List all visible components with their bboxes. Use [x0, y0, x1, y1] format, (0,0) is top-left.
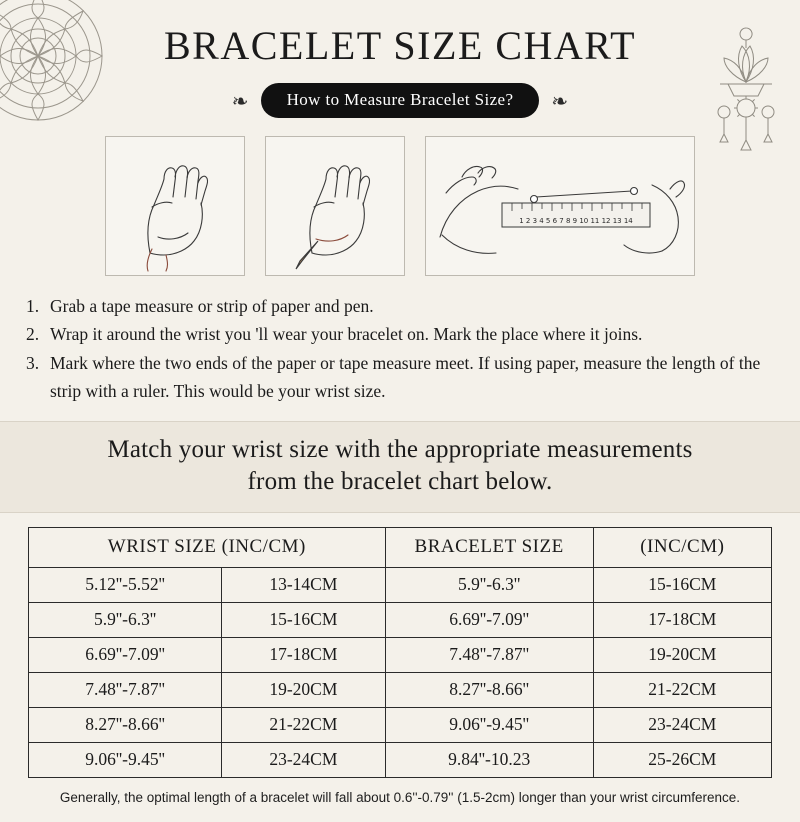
table-header-row: [29, 528, 772, 568]
column-header-bracelet-units: (INC/CM): [593, 528, 771, 568]
table-row: [29, 743, 772, 778]
table-row: [29, 638, 772, 673]
illustration-hand-measuring-with-ruler: [425, 136, 695, 276]
subtitle-row: [0, 83, 800, 118]
cell-wrist-cm: 21-22CM: [222, 708, 385, 743]
match-banner: [0, 421, 800, 513]
cell-wrist-inch: 9.06''-9.45'': [29, 743, 222, 778]
flourish-right-icon: ❧: [551, 88, 569, 113]
cell-bracelet-inch: 9.06''-9.45'': [385, 708, 593, 743]
step-text: Wrap it around the wrist you 'll wear your bracelet on. Mark the place where it joins.: [50, 324, 643, 345]
step-number: 3.: [26, 352, 40, 373]
svg-text:1 2 3 4 5 6 7 8 9 10 11 12 13: 1 2 3 4 5 6 7 8 9 10 11 12 13 14: [519, 217, 633, 225]
cell-bracelet-inch: 9.84''-10.23: [385, 743, 593, 778]
illustration-hand-with-tape-and-pen: [265, 136, 405, 276]
cell-wrist-cm: 15-16CM: [222, 603, 385, 638]
cell-wrist-inch: 5.12''-5.52'': [29, 568, 222, 603]
table-row: [29, 673, 772, 708]
table-row: [29, 568, 772, 603]
cell-wrist-inch: 6.69''-7.09'': [29, 638, 222, 673]
footnote: Generally, the optimal length of a bracelet will fall about 0.6''-0.79'' (1.5-2cm) longer than your wrist circumference.: [59, 790, 741, 806]
illustration-row: [0, 136, 800, 276]
cell-bracelet-cm: 23-24CM: [593, 708, 771, 743]
step-text: Grab a tape measure or strip of paper and pen.: [50, 296, 374, 316]
cell-wrist-inch: 5.9''-6.3'': [29, 603, 222, 638]
match-banner-line-2: from the bracelet chart below.: [247, 468, 553, 496]
list-item: [26, 349, 774, 406]
cell-bracelet-cm: 25-26CM: [593, 743, 771, 778]
cell-wrist-cm: 19-20CM: [222, 673, 385, 708]
instruction-steps: [26, 292, 774, 405]
cell-bracelet-inch: 5.9''-6.3'': [385, 568, 593, 603]
cell-bracelet-inch: 8.27''-8.66'': [385, 673, 593, 708]
cell-bracelet-cm: 15-16CM: [593, 568, 771, 603]
column-header-bracelet-size: BRACELET SIZE: [385, 528, 593, 568]
size-chart-table-wrap: [0, 513, 800, 778]
flourish-left-icon: ❧: [231, 88, 249, 113]
cell-wrist-inch: 7.48''-7.87'': [29, 673, 222, 708]
table-row: [29, 708, 772, 743]
cell-wrist-cm: 17-18CM: [222, 638, 385, 673]
cell-wrist-cm: 23-24CM: [222, 743, 385, 778]
cell-wrist-cm: 13-14CM: [222, 568, 385, 603]
page-title: BRACELET SIZE CHART: [163, 23, 637, 68]
cell-wrist-inch: 8.27''-8.66'': [29, 708, 222, 743]
step-number: 2.: [26, 324, 40, 345]
cell-bracelet-cm: 19-20CM: [593, 638, 771, 673]
step-number: 1.: [26, 296, 40, 316]
subtitle-pill: How to Measure Bracelet Size?: [261, 83, 540, 118]
cell-bracelet-cm: 17-18CM: [593, 603, 771, 638]
size-chart-table: [28, 527, 772, 778]
step-text: Mark where the two ends of the paper or tape measure meet. If using paper, measure the length of the strip with a ruler. This would be your wrist size.: [50, 352, 761, 402]
column-header-wrist-size: WRIST SIZE (INC/CM): [29, 528, 386, 568]
list-item: [26, 292, 774, 320]
cell-bracelet-inch: 6.69''-7.09'': [385, 603, 593, 638]
cell-bracelet-inch: 7.48''-7.87'': [385, 638, 593, 673]
table-row: [29, 603, 772, 638]
match-banner-line-1: Match your wrist size with the appropriate measurements: [107, 436, 693, 464]
cell-bracelet-cm: 21-22CM: [593, 673, 771, 708]
list-item: [26, 320, 774, 348]
illustration-hand-with-string: [105, 136, 245, 276]
